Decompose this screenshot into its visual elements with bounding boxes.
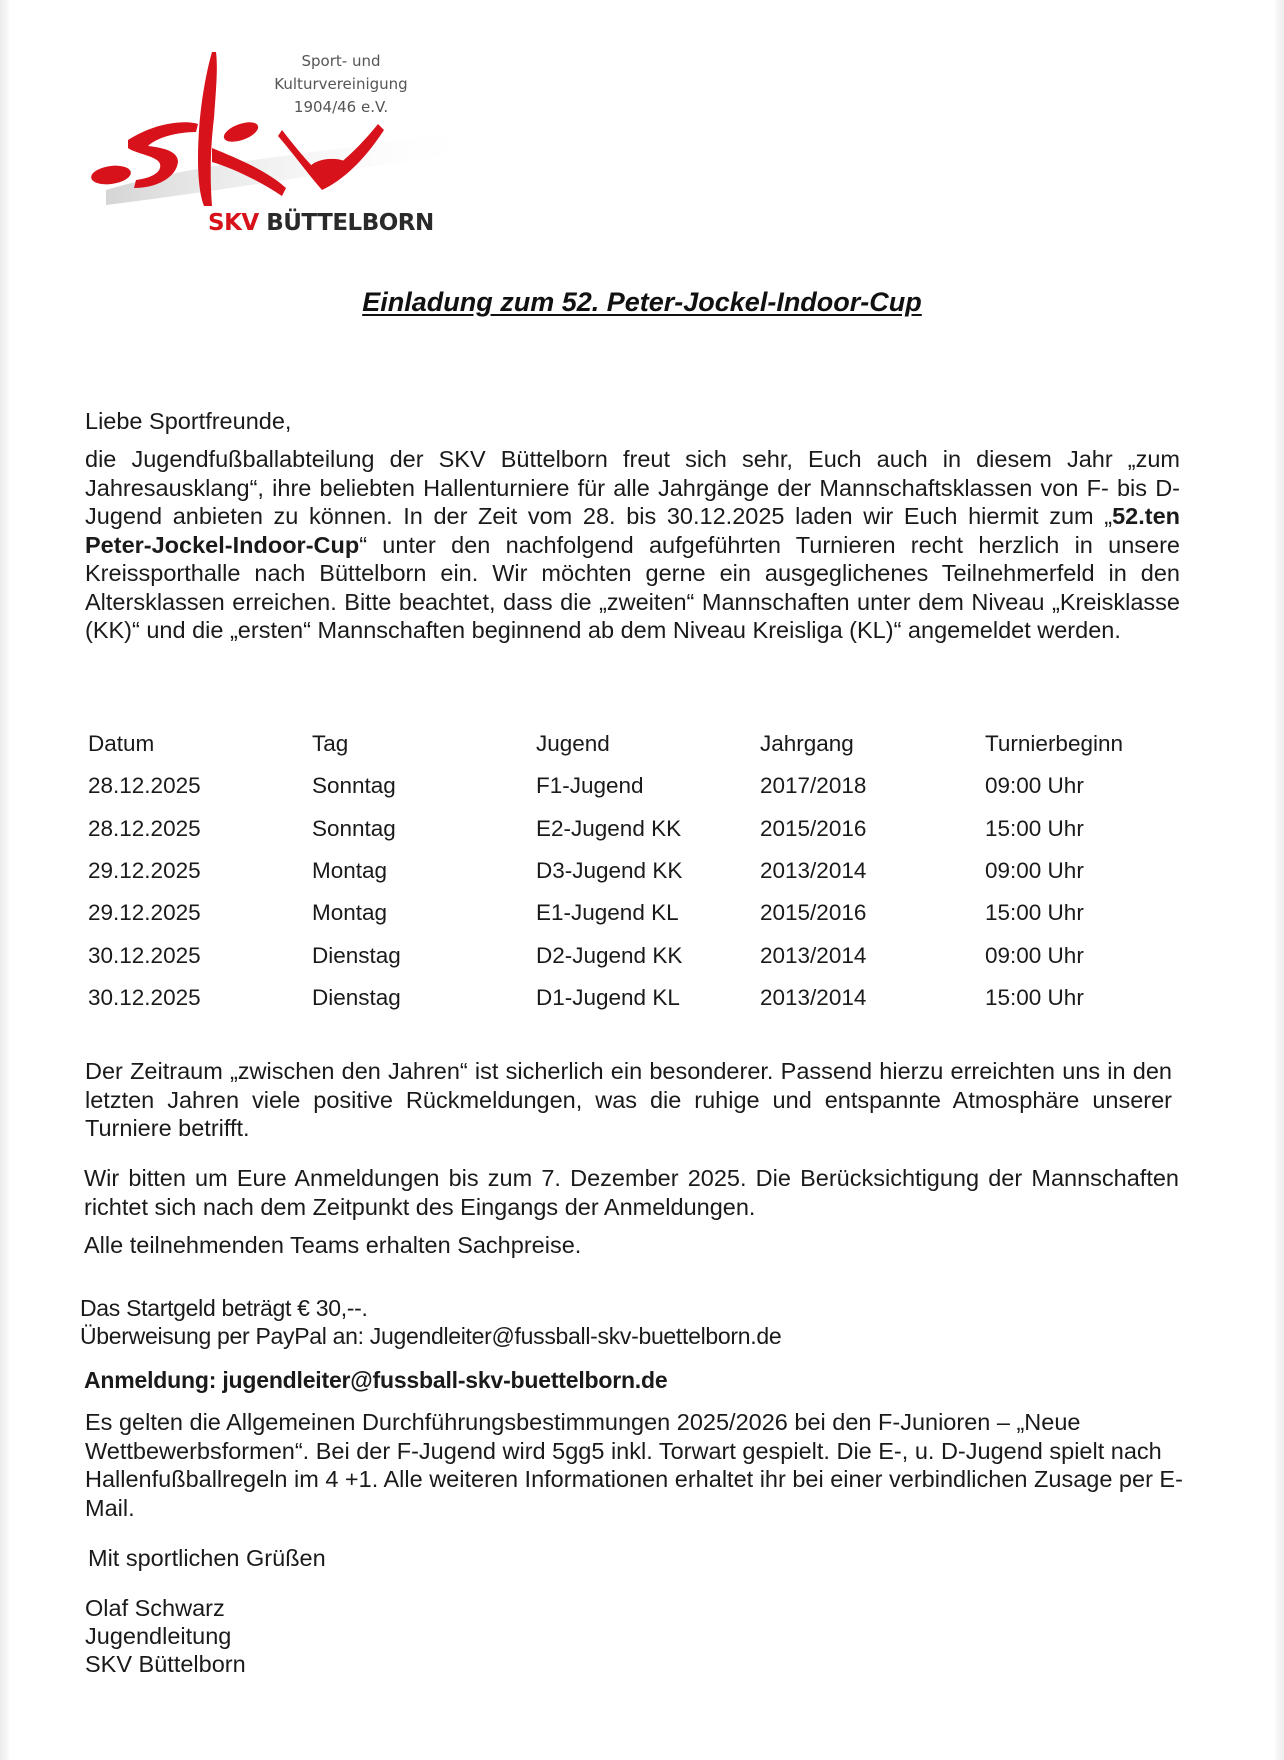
logo-tagline (246, 50, 436, 119)
table-header-row (88, 723, 1185, 765)
cell-datum: 30.12.2025 (88, 942, 201, 968)
page-edge-left (0, 0, 10, 1760)
paragraph-registration-deadline: Wir bitten um Eure Anmeldungen bis zum 7. Dezember 2025. Die Berücksichtigung der Mannschaften richtet sich nach dem Zeitpunkt des Eingangs der Anmeldungen. (84, 1165, 1179, 1220)
document-title: Einladung zum 52. Peter-Jockel-Indoor-Cup (362, 287, 922, 317)
intro-text-part1: die Jugendfußballabteilung der SKV Büttelborn freut sich sehr, Euch auch in diesem Jahr „zum Jahresausklang“, ihre beliebten Hallenturniere für alle Jahrgänge der Mannschaftsklassen von F- bis D-Jugend anbieten zu können. In der Zeit vom 28. bis 30.12.2025 laden wir Euch hiermit zum „ (85, 446, 1180, 529)
intro-text-part2: “ unter den nachfolgend aufgeführten Turnieren recht herzlich in unsere Kreissporthalle nach Büttelborn ein. Wir möchten gerne ein ausgeglichenes Teilnehmerfeld in den Altersklassen erreichen. Bitte beachtet, dass die „zweiten“ Mannschaften unter dem Niveau „Kreisklasse (KK)“ und die „ersten“ Mannschaften beginnend ab dem Niveau Kreisliga (KL)“ angemeldet werden. (85, 531, 1180, 643)
page-edge-right (1274, 0, 1284, 1760)
table-row (88, 977, 1185, 1019)
logo-tagline-line: 1904/46 e.V. (293, 98, 389, 116)
closing-regards: Mit sportlichen Grüßen (88, 1545, 326, 1571)
cell-tag: Dienstag (312, 984, 401, 1010)
club-logo (86, 40, 486, 240)
registration-email-text: Anmeldung: jugendleiter@fussball-skv-buettelborn.de (84, 1367, 668, 1393)
column-header-datum: Datum (88, 731, 155, 757)
signature-name: Olaf Schwarz (85, 1595, 225, 1621)
cell-tag: Dienstag (312, 942, 401, 968)
cell-jahrgang: 2015/2016 (760, 815, 867, 841)
column-header-jahrgang: Jahrgang (760, 731, 854, 757)
paragraph-prizes: Alle teilnehmenden Teams erhalten Sachpreise. (84, 1232, 582, 1258)
column-header-jugend: Jugend (536, 731, 610, 757)
table-row (88, 765, 1185, 807)
logo-name-suffix: BÜTTELBORN (266, 210, 434, 236)
paypal-payment-text: Überweisung per PayPal an: Jugendleiter@fussball-skv-buettelborn.de (80, 1323, 782, 1349)
logo-tagline-line: Sport- und (301, 52, 381, 70)
cell-datum: 28.12.2025 (88, 773, 201, 799)
cell-tag: Sonntag (312, 773, 396, 799)
cell-datum: 30.12.2025 (88, 984, 201, 1010)
cell-turnierbeginn: 09:00 Uhr (985, 858, 1084, 884)
cell-tag: Montag (312, 858, 388, 884)
logo-club-name (208, 210, 434, 236)
cell-jahrgang: 2015/2016 (760, 900, 867, 926)
column-header-tag: Tag (312, 731, 349, 757)
signature-club: SKV Büttelborn (85, 1651, 246, 1677)
cell-turnierbeginn: 09:00 Uhr (985, 773, 1084, 799)
cell-jahrgang: 2013/2014 (760, 984, 867, 1010)
cell-turnierbeginn: 15:00 Uhr (985, 815, 1084, 841)
salutation: Liebe Sportfreunde, (85, 408, 292, 434)
table-row (88, 850, 1185, 892)
cell-turnierbeginn: 15:00 Uhr (985, 900, 1084, 926)
intro-tournament-name: 52.ten Peter-Jockel-Indoor-Cup (85, 503, 1180, 558)
cell-jahrgang: 2013/2014 (760, 858, 867, 884)
cell-jahrgang: 2013/2014 (760, 942, 867, 968)
cell-datum: 29.12.2025 (88, 858, 201, 884)
tournament-schedule-table (88, 723, 1185, 1019)
cell-turnierbeginn: 09:00 Uhr (985, 942, 1084, 968)
cell-jugend: E1-Jugend KL (536, 900, 679, 926)
cell-datum: 29.12.2025 (88, 900, 201, 926)
cell-jugend: D3-Jugend KK (536, 858, 683, 884)
logo-tagline-line: Kulturvereinigung (274, 75, 408, 93)
cell-turnierbeginn: 15:00 Uhr (985, 984, 1084, 1010)
intro-paragraph (85, 445, 1180, 645)
cell-tag: Sonntag (312, 815, 396, 841)
cell-jugend: D1-Jugend KL (536, 984, 680, 1010)
cell-tag: Montag (312, 900, 388, 926)
paragraph-zeitraum: Der Zeitraum „zwischen den Jahren“ ist sicherlich ein besonderer. Passend hierzu erreichten uns in den letzten Jahren viele positive Rückmeldungen, was die ruhige und entspannte Atmosphäre unserer Turniere betrifft. (85, 1058, 1172, 1141)
cell-jahrgang: 2017/2018 (760, 773, 867, 799)
table-row (88, 892, 1185, 934)
table-row (88, 934, 1185, 976)
entry-fee-text: Das Startgeld beträgt € 30,--. (80, 1295, 368, 1321)
cell-jugend: D2-Jugend KK (536, 942, 683, 968)
logo-name-prefix: SKV (208, 210, 259, 236)
table-row (88, 808, 1185, 850)
column-header-turnierbeginn: Turnierbeginn (985, 731, 1123, 757)
cell-jugend: E2-Jugend KK (536, 815, 682, 841)
cell-jugend: F1-Jugend (536, 773, 644, 799)
cell-datum: 28.12.2025 (88, 815, 201, 841)
paragraph-rules: Es gelten die Allgemeinen Durchführungsbestimmungen 2025/2026 bei den F-Junioren – „Neue Wettbewerbsformen“. Bei der F-Jugend wird 5gg5 inkl. Torwart gespielt. Die E-, u. D-Jugend spielt nach Hallenfußballregeln im 4 +1. Alle weiteren Informationen erhaltet ihr bei einer verbindlichen Zusage per E-Mail. (85, 1409, 1183, 1521)
signature-role: Jugendleitung (85, 1623, 232, 1649)
